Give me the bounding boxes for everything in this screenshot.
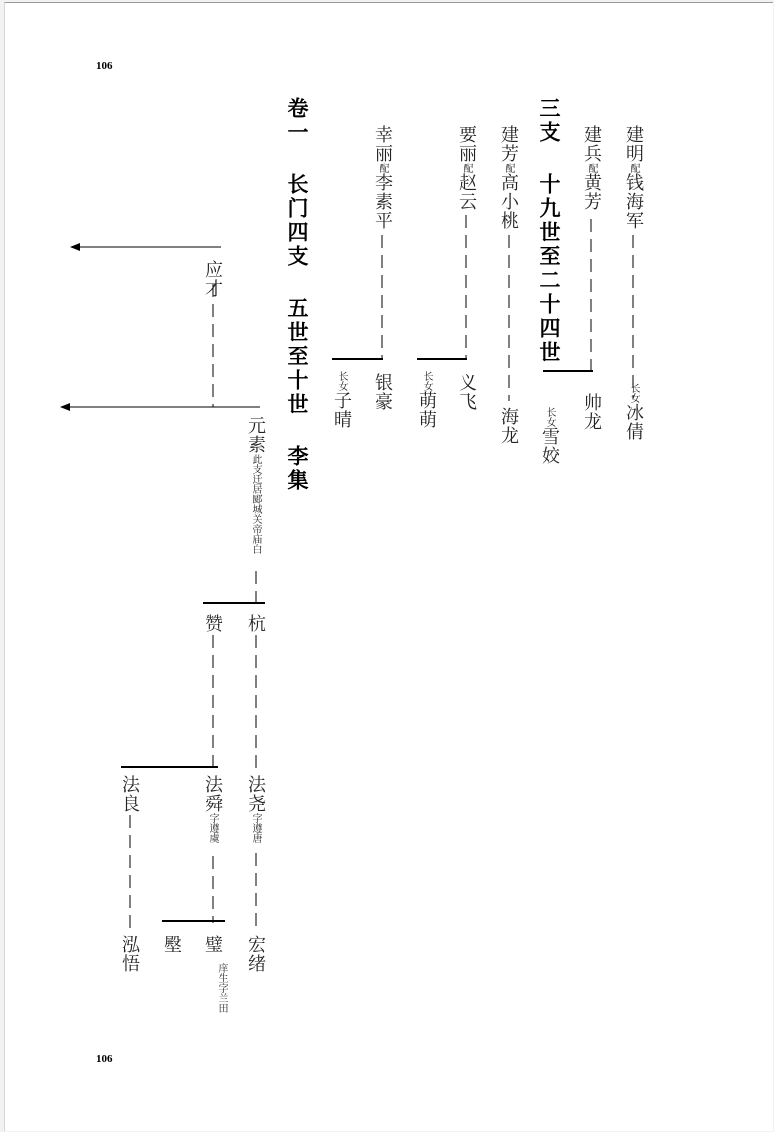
entry-yinhao: 银豪 [372,373,393,411]
entry-zan: 赞 [202,614,223,633]
entry-hailong: 海龙 [498,407,519,445]
entry-bingqian: 长女冰倩 [623,383,644,441]
subsection-title: 三支 十九世至二十四世 [537,97,562,365]
page-number-top: 106 [96,60,113,72]
entry-yaoli: 要丽配赵云 [456,125,477,211]
entry-jianbing: 建兵配黄芳 [581,125,602,211]
entry-ziqing: 长女子晴 [331,371,352,429]
entry-faliang: 法良 [119,775,140,813]
entry-hongxu: 宏绪 [245,935,266,973]
entry-jianfang: 建芳配高小桃 [498,125,519,230]
entry-fayao: 法尧字遵唐 [245,775,266,843]
entry-yuansu: 元素此支迁居郾城关帝庙白 [245,416,266,554]
entry-mengmeng: 长女萌萌 [416,371,437,429]
entry-bi-note: 庠生字兰田 [216,963,227,1013]
entry-xiao: 壂 [161,935,182,954]
entry-xingli: 幸丽配李素平 [372,125,393,230]
entry-yifei: 义飞 [456,373,477,411]
section-title: 卷一 长门四支 五世至十世 李集 [285,97,310,493]
entry-xuejiao: 长女雪姣 [539,407,560,465]
entry-bi: 璧 [202,935,223,954]
genealogy-page [4,2,773,1131]
entry-hang: 杭 [245,614,266,633]
entry-shuailong: 帅龙 [581,393,602,431]
entry-jianming: 建明配钱海军 [623,125,644,230]
page-number-bottom: 106 [96,1053,113,1065]
entry-hongwu: 泓悟 [119,935,140,973]
entry-fashun: 法舜字遵虞 [202,775,223,843]
entry-yingcai: 应才 [202,260,223,298]
